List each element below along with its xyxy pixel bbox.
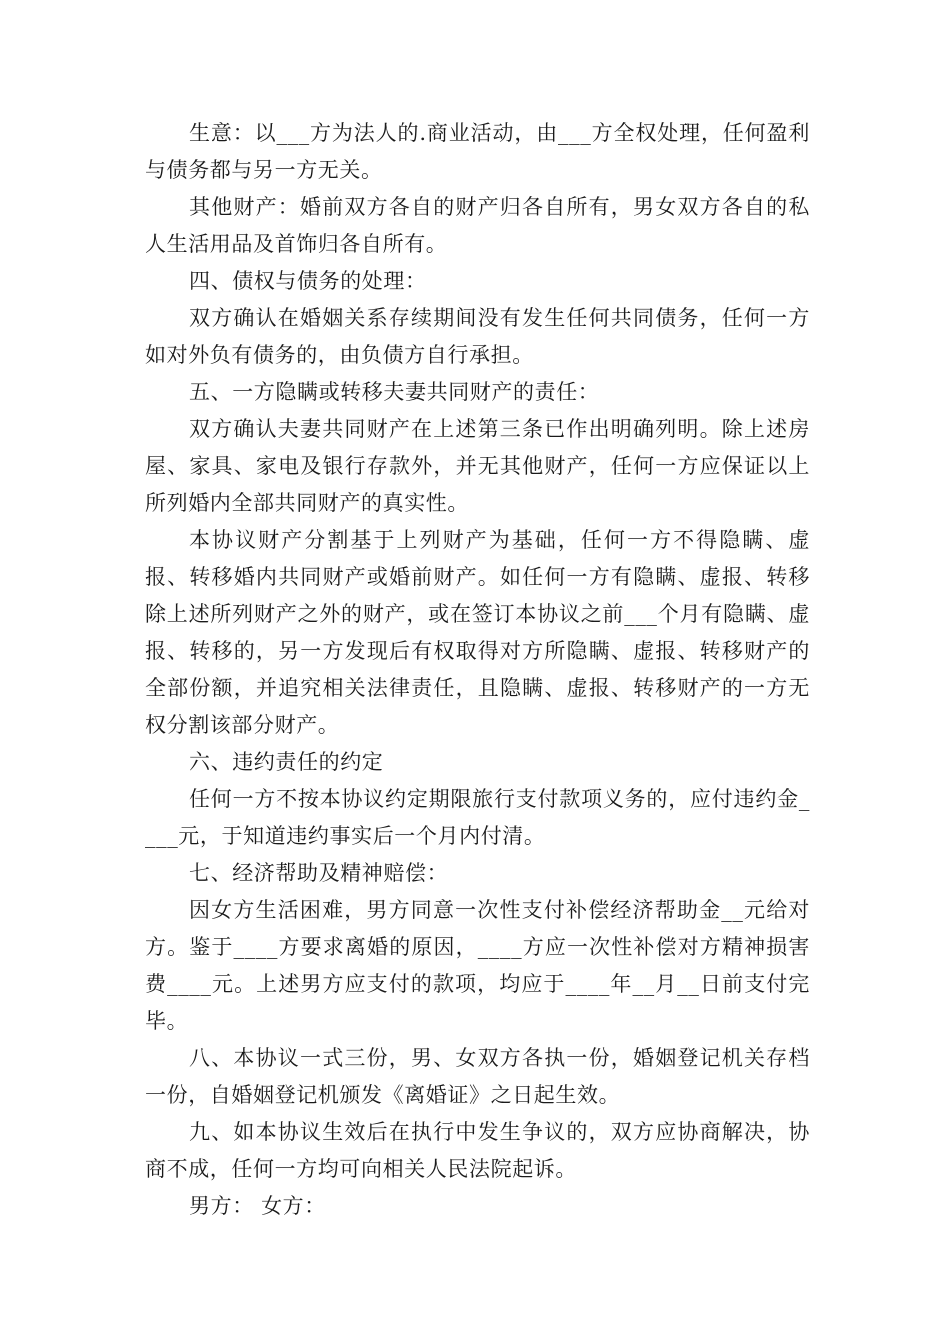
heading-concealment: 五、一方隐瞒或转移夫妻共同财产的责任： [189, 380, 600, 404]
paragraph-concealment-rules: 本协议财产分割基于上列财产为基础，任何一方不得隐瞒、虚报、转移婚内共同财产或婚前财产。如任何一方有隐瞒、虚报、转移除上述所列财产之外的财产，或在签订本协议之前___个月有隐瞒、虚报、转移的，另一方发现后有权取得对方所隐瞒、虚报、转移财产的全部份额，并追究相关法律责任，且隐瞒、虚报、转移财产的一方无权分割该部分财产。 [145, 528, 810, 737]
heading-debts: 四、债权与债务的处理： [189, 269, 427, 293]
signature-line: 男方： 女方： [189, 1194, 326, 1218]
paragraph-breach: 任何一方不按本协议约定期限旅行支付款项义务的，应付违约金____元，于知道违约事实后一个月内付清。 [145, 787, 810, 848]
paragraph-business: 生意：以___方为法人的.商业活动，由___方全权处理，任何盈利与债务都与另一方无关。 [145, 121, 810, 182]
paragraph-other-property: 其他财产：婚前双方各自的财产归各自所有，男女双方各自的私人生活用品及首饰归各自所有。 [145, 195, 810, 256]
paragraph-concealment-confirm: 双方确认夫妻共同财产在上述第三条已作出明确列明。除上述房屋、家具、家电及银行存款外，并无其他财产，任何一方应保证以上所列婚内全部共同财产的真实性。 [145, 417, 810, 515]
paragraph-copies: 八、本协议一式三份，男、女双方各执一份，婚姻登记机关存档一份，自婚姻登记机颁发《离婚证》之日起生效。 [145, 1046, 810, 1107]
heading-breach: 六、违约责任的约定 [189, 750, 384, 774]
document-body [145, 115, 810, 1225]
paragraph-disputes: 九、如本协议生效后在执行中发生争议的，双方应协商解决，协商不成，任何一方均可向相关人民法院起诉。 [145, 1120, 810, 1181]
heading-compensation: 七、经济帮助及精神赔偿： [189, 861, 449, 885]
paragraph-debts: 双方确认在婚姻关系存续期间没有发生任何共同债务，任何一方如对外负有债务的，由负债方自行承担。 [145, 306, 810, 367]
paragraph-compensation: 因女方生活困难，男方同意一次性支付补偿经济帮助金__元给对方。鉴于____方要求离婚的原因，____方应一次性补偿对方精神损害费____元。上述男方应支付的款项，均应于____年__月__日前支付完毕。 [145, 898, 810, 1033]
